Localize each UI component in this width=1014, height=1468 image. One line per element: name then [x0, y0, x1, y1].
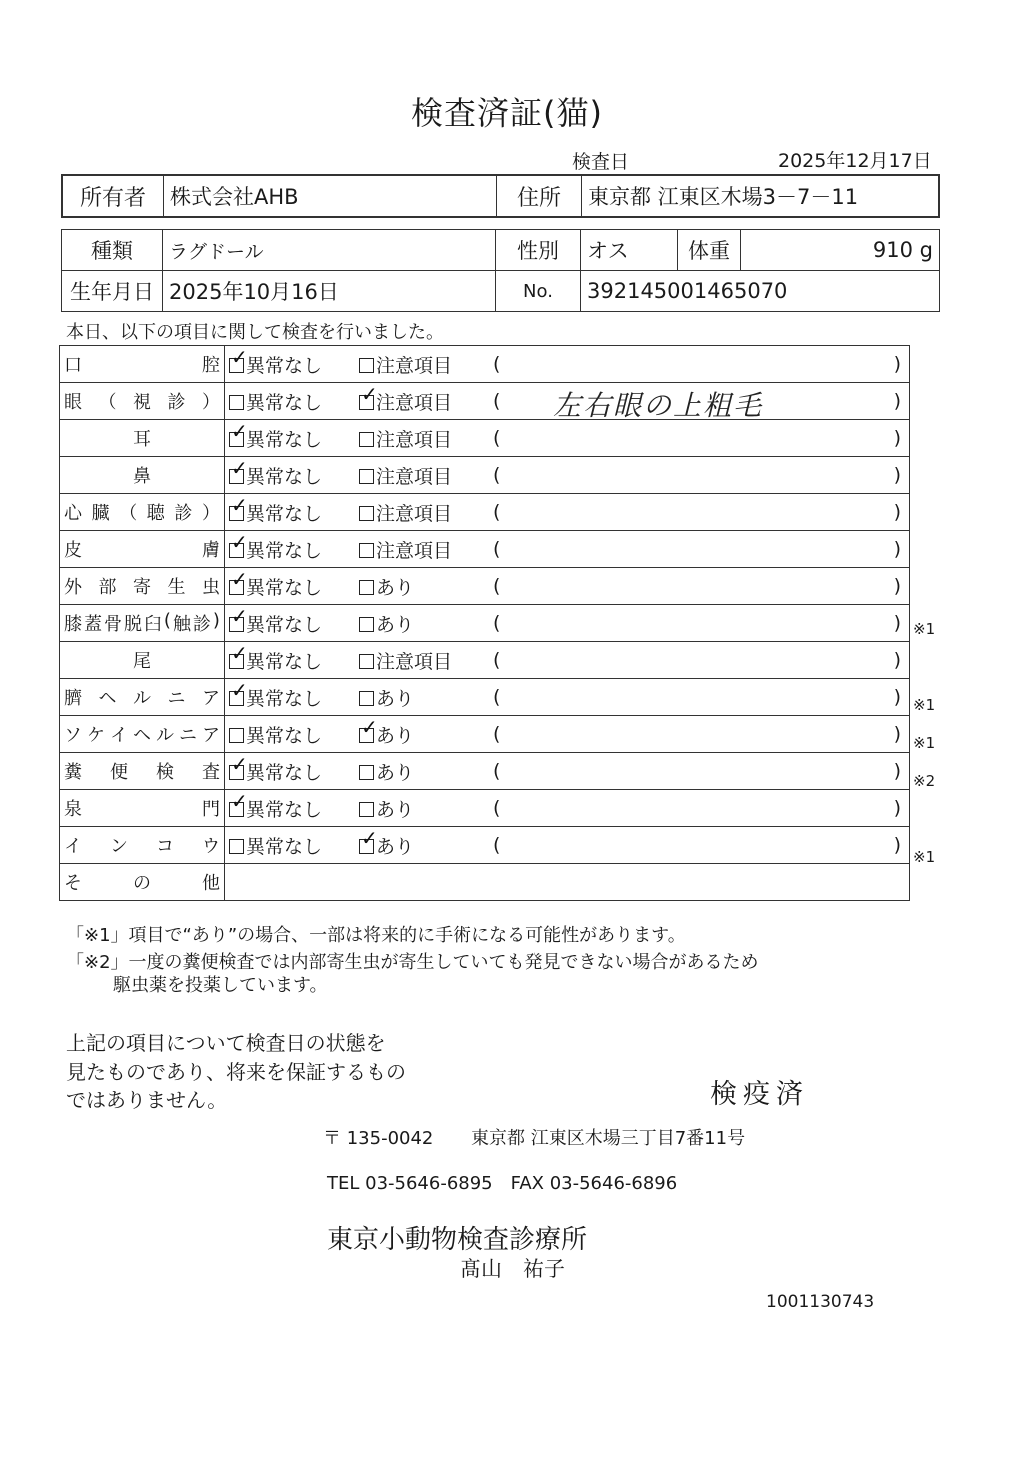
inspection-row [60, 494, 910, 531]
option-label: 異常なし [246, 835, 323, 858]
owner-value: 株式会社AHB [164, 175, 497, 217]
check-icon: ✓ [231, 788, 248, 813]
serial-number: 1001130743 [766, 1292, 875, 1312]
check-icon: ✓ [231, 418, 248, 443]
owner-address: 東京都 江東区木場3－7－11 [582, 175, 940, 217]
option-normal[interactable] [225, 383, 356, 420]
checkbox-icon[interactable] [359, 617, 374, 632]
inspection-row [60, 642, 910, 679]
checkbox-icon[interactable] [359, 469, 374, 484]
remark-field[interactable] [485, 679, 910, 716]
open-paren: ( [493, 834, 501, 856]
inspection-label-text: 口 腔 [64, 355, 220, 376]
clinic-name: 東京小動物検査診療所 [327, 1225, 588, 1255]
option-normal[interactable] [225, 753, 356, 790]
footnote-2: 「※2」一度の糞便検査では内部寄生虫が寄生していても発見できない場合があるため [66, 952, 759, 973]
open-paren: ( [493, 723, 501, 745]
inspection-label [60, 790, 225, 827]
option-label: 注意項目 [376, 650, 453, 673]
check-icon: ✓ [231, 529, 248, 554]
sex-value: オス [581, 230, 678, 271]
check-icon: ✓ [361, 714, 378, 739]
footnote-2b: 駆虫薬を投薬しています。 [113, 975, 328, 996]
option-label: 異常なし [246, 354, 323, 377]
option-label: 異常なし [246, 687, 323, 710]
remark-field[interactable] [485, 568, 910, 605]
checkbox-icon[interactable] [359, 654, 374, 669]
option-alt[interactable] [355, 679, 485, 716]
check-icon: ✓ [231, 677, 248, 702]
close-paren: ) [893, 501, 901, 523]
inspection-label-text: 尾 [133, 651, 151, 672]
inspection-label [60, 568, 225, 605]
postal-code: 〒 135-0042 [323, 1128, 434, 1149]
option-normal[interactable] [225, 679, 356, 716]
check-icon: ✓ [231, 455, 248, 480]
inspection-row [60, 679, 910, 716]
close-paren: ) [893, 575, 901, 597]
inspection-label [60, 383, 225, 420]
option-label: 異常なし [246, 650, 323, 673]
inspection-row [60, 457, 910, 494]
option-label: あり [376, 613, 415, 636]
checkbox-icon[interactable] [359, 381, 378, 410]
inspection-label [60, 753, 225, 790]
inspection-row [60, 346, 910, 383]
inspection-row [60, 827, 910, 864]
inspection-label-text: 耳 [133, 429, 151, 450]
option-label: あり [376, 835, 415, 858]
remark-field[interactable] [485, 457, 910, 494]
disclaimer-line-2: 見たものであり、将来を保証するもの [66, 1060, 406, 1084]
open-paren: ( [493, 649, 501, 671]
checkbox-icon[interactable] [229, 751, 248, 780]
checkbox-icon[interactable] [359, 714, 378, 743]
checkbox-icon[interactable] [229, 728, 244, 743]
option-label: あり [376, 576, 415, 599]
option-label: 異常なし [246, 391, 323, 414]
check-icon: ✓ [231, 751, 248, 776]
check-icon: ✓ [231, 492, 248, 517]
checkbox-icon[interactable] [229, 839, 244, 854]
quarantine-stamp: 検疫済 [710, 1079, 809, 1110]
weight-value: 910 g [741, 230, 940, 271]
inspection-label-text: 眼 （ 視 診 ） [64, 392, 220, 413]
close-paren: ) [893, 464, 901, 486]
remark-field[interactable] [485, 605, 910, 642]
inspection-label-text: 心 臓 （ 聴 診 ） [64, 503, 220, 524]
inspection-label-text: 糞 便 検 査 [64, 762, 220, 783]
checkbox-icon[interactable] [229, 395, 244, 410]
checkbox-icon[interactable] [359, 543, 374, 558]
weight-label: 体重 [678, 230, 741, 271]
option-label: 注意項目 [376, 539, 453, 562]
option-normal[interactable] [225, 531, 356, 568]
remark-field[interactable] [485, 531, 910, 568]
inspection-row [60, 568, 910, 605]
inspection-row [60, 605, 910, 642]
checkbox-icon[interactable] [229, 529, 248, 558]
footnote-mark: ※1 [913, 848, 936, 866]
open-paren: ( [493, 390, 501, 412]
checkbox-icon[interactable] [359, 506, 374, 521]
footnote-mark: ※1 [913, 696, 936, 714]
inspection-label-text: 膝 蓋 骨 脱 臼 ( 触 診 ) [64, 610, 220, 635]
check-icon: ✓ [361, 825, 378, 850]
footnote-mark: ※1 [913, 620, 936, 638]
other-label-text: そ の 他 [64, 873, 220, 894]
option-alt[interactable] [355, 605, 485, 642]
inspection-row [60, 420, 910, 457]
option-label: 注意項目 [376, 502, 453, 525]
remark-field[interactable] [485, 827, 910, 864]
close-paren: ) [893, 538, 901, 560]
inspection-row [60, 383, 910, 420]
inspection-label-text: ソ ケ イ ヘ ル ニ ア [64, 725, 220, 746]
option-label: 異常なし [246, 502, 323, 525]
option-normal[interactable] [225, 568, 356, 605]
option-label: 異常なし [246, 428, 323, 451]
option-label: 注意項目 [376, 428, 453, 451]
option-normal[interactable] [225, 642, 356, 679]
no-value: 392145001465070 [581, 271, 940, 312]
option-label: 異常なし [246, 613, 323, 636]
inspection-label-text: 鼻 [133, 466, 151, 487]
breed-label: 種類 [62, 230, 163, 271]
intro-text: 本日、以下の項目に関して検査を行いました。 [66, 322, 444, 343]
option-label: あり [376, 724, 415, 747]
checkbox-icon[interactable] [359, 825, 378, 854]
open-paren: ( [493, 538, 501, 560]
footnote-mark: ※2 [913, 772, 936, 790]
checkbox-icon[interactable] [229, 677, 248, 706]
open-paren: ( [493, 612, 501, 634]
close-paren: ) [893, 686, 901, 708]
other-field[interactable] [225, 864, 910, 901]
tel-fax: TEL 03-5646-6895 FAX 03-5646-6896 [327, 1173, 678, 1194]
close-paren: ) [893, 834, 901, 856]
option-label: 異常なし [246, 576, 323, 599]
inspection-label [60, 827, 225, 864]
checkbox-icon[interactable] [359, 802, 374, 817]
inspection-label [60, 346, 225, 383]
option-normal[interactable] [225, 494, 356, 531]
remark-field[interactable] [485, 753, 910, 790]
footnote-1: 「※1」項目で“あり”の場合、一部は将来的に手術になる可能性があります。 [66, 925, 686, 946]
open-paren: ( [493, 797, 501, 819]
option-label: 注意項目 [376, 391, 453, 414]
exam-date-label: 検査日 [572, 151, 630, 173]
inspection-label [60, 716, 225, 753]
close-paren: ) [893, 649, 901, 671]
option-alt[interactable] [355, 827, 485, 864]
checkbox-icon[interactable] [229, 640, 248, 669]
sex-label: 性別 [496, 230, 581, 271]
option-label: あり [376, 687, 415, 710]
remark-field[interactable] [485, 494, 910, 531]
option-label: 注意項目 [376, 354, 453, 377]
remark-field[interactable] [485, 790, 910, 827]
inspection-row-other [60, 864, 910, 901]
checkbox-icon[interactable] [229, 788, 248, 817]
exam-date: 2025年12月17日 [778, 150, 932, 172]
open-paren: ( [493, 353, 501, 375]
check-icon: ✓ [231, 566, 248, 591]
option-alt[interactable] [355, 420, 485, 457]
inspection-label [60, 605, 225, 642]
checkbox-icon[interactable] [229, 603, 248, 632]
option-alt[interactable] [355, 790, 485, 827]
checkbox-icon[interactable] [359, 432, 374, 447]
inspection-label-text: イ ン コ ウ [64, 836, 220, 857]
open-paren: ( [493, 501, 501, 523]
doctor-name: 髙山 祐子 [460, 1257, 565, 1281]
inspection-table [59, 345, 910, 901]
inspection-label-text: 泉 門 [64, 799, 220, 820]
option-normal[interactable] [225, 605, 356, 642]
inspection-label-text: 外 部 寄 生 虫 [64, 577, 220, 598]
option-label: あり [376, 798, 415, 821]
open-paren: ( [493, 575, 501, 597]
close-paren: ) [893, 723, 901, 745]
page-title: 検査済証(猫) [411, 94, 603, 132]
clinic-address: 東京都 江東区木場三丁目7番11号 [471, 1128, 746, 1149]
disclaimer-line-1: 上記の項目について検査日の状態を [66, 1031, 386, 1055]
remark-field[interactable] [485, 716, 910, 753]
inspection-row [60, 790, 910, 827]
option-alt[interactable] [355, 457, 485, 494]
option-normal[interactable] [225, 346, 356, 383]
option-label: 異常なし [246, 761, 323, 784]
option-label: あり [376, 761, 415, 784]
option-alt[interactable] [355, 642, 485, 679]
close-paren: ) [893, 390, 901, 412]
inspection-row [60, 753, 910, 790]
checkbox-icon[interactable] [229, 344, 248, 373]
remark-field[interactable] [485, 346, 910, 383]
inspection-row [60, 531, 910, 568]
remark-field[interactable] [485, 383, 910, 420]
option-alt[interactable] [355, 383, 485, 420]
close-paren: ) [893, 760, 901, 782]
option-alt[interactable] [355, 716, 485, 753]
breed-value: ラグドール [163, 230, 496, 271]
option-label: 注意項目 [376, 465, 453, 488]
check-icon: ✓ [231, 344, 248, 369]
check-icon: ✓ [231, 640, 248, 665]
inspection-label [60, 642, 225, 679]
birth-label: 生年月日 [62, 271, 163, 312]
address-label: 住所 [497, 175, 582, 217]
remark-field[interactable] [485, 420, 910, 457]
other-label [60, 864, 225, 901]
option-normal[interactable] [225, 790, 356, 827]
animal-table [61, 229, 940, 312]
inspection-label [60, 494, 225, 531]
inspection-label-text: 臍 ヘ ル ニ ア [64, 688, 220, 709]
checkbox-icon[interactable] [359, 358, 374, 373]
handwritten-remark: 左右眼の上粗毛 [553, 389, 764, 422]
close-paren: ) [893, 353, 901, 375]
inspection-label [60, 457, 225, 494]
inspection-label [60, 679, 225, 716]
option-alt[interactable] [355, 753, 485, 790]
option-alt[interactable] [355, 568, 485, 605]
open-paren: ( [493, 427, 501, 449]
option-label: 異常なし [246, 798, 323, 821]
check-icon: ✓ [231, 603, 248, 628]
inspection-row [60, 716, 910, 753]
option-label: 異常なし [246, 539, 323, 562]
checkbox-icon[interactable] [359, 691, 374, 706]
option-alt[interactable] [355, 494, 485, 531]
close-paren: ) [893, 612, 901, 634]
close-paren: ) [893, 797, 901, 819]
check-icon: ✓ [361, 381, 378, 406]
option-normal[interactable] [225, 420, 356, 457]
checkbox-icon[interactable] [359, 765, 374, 780]
option-alt[interactable] [355, 531, 485, 568]
footnote-mark: ※1 [913, 734, 936, 752]
inspection-label-text: 皮 膚 [64, 540, 220, 561]
option-normal[interactable] [225, 716, 356, 753]
checkbox-icon[interactable] [229, 566, 248, 595]
option-normal[interactable] [225, 827, 356, 864]
inspection-label [60, 420, 225, 457]
option-label: 異常なし [246, 465, 323, 488]
open-paren: ( [493, 464, 501, 486]
owner-label: 所有者 [62, 175, 164, 217]
open-paren: ( [493, 686, 501, 708]
close-paren: ) [893, 427, 901, 449]
checkbox-icon[interactable] [229, 455, 248, 484]
disclaimer-line-3: ではありません。 [66, 1088, 228, 1112]
inspection-label [60, 531, 225, 568]
remark-field[interactable] [485, 642, 910, 679]
option-normal[interactable] [225, 457, 356, 494]
no-label: No. [496, 271, 581, 312]
option-alt[interactable] [355, 346, 485, 383]
checkbox-icon[interactable] [359, 580, 374, 595]
option-label: 異常なし [246, 724, 323, 747]
owner-table [61, 174, 940, 218]
open-paren: ( [493, 760, 501, 782]
checkbox-icon[interactable] [229, 418, 248, 447]
birth-value: 2025年10月16日 [163, 271, 496, 312]
checkbox-icon[interactable] [229, 492, 248, 521]
